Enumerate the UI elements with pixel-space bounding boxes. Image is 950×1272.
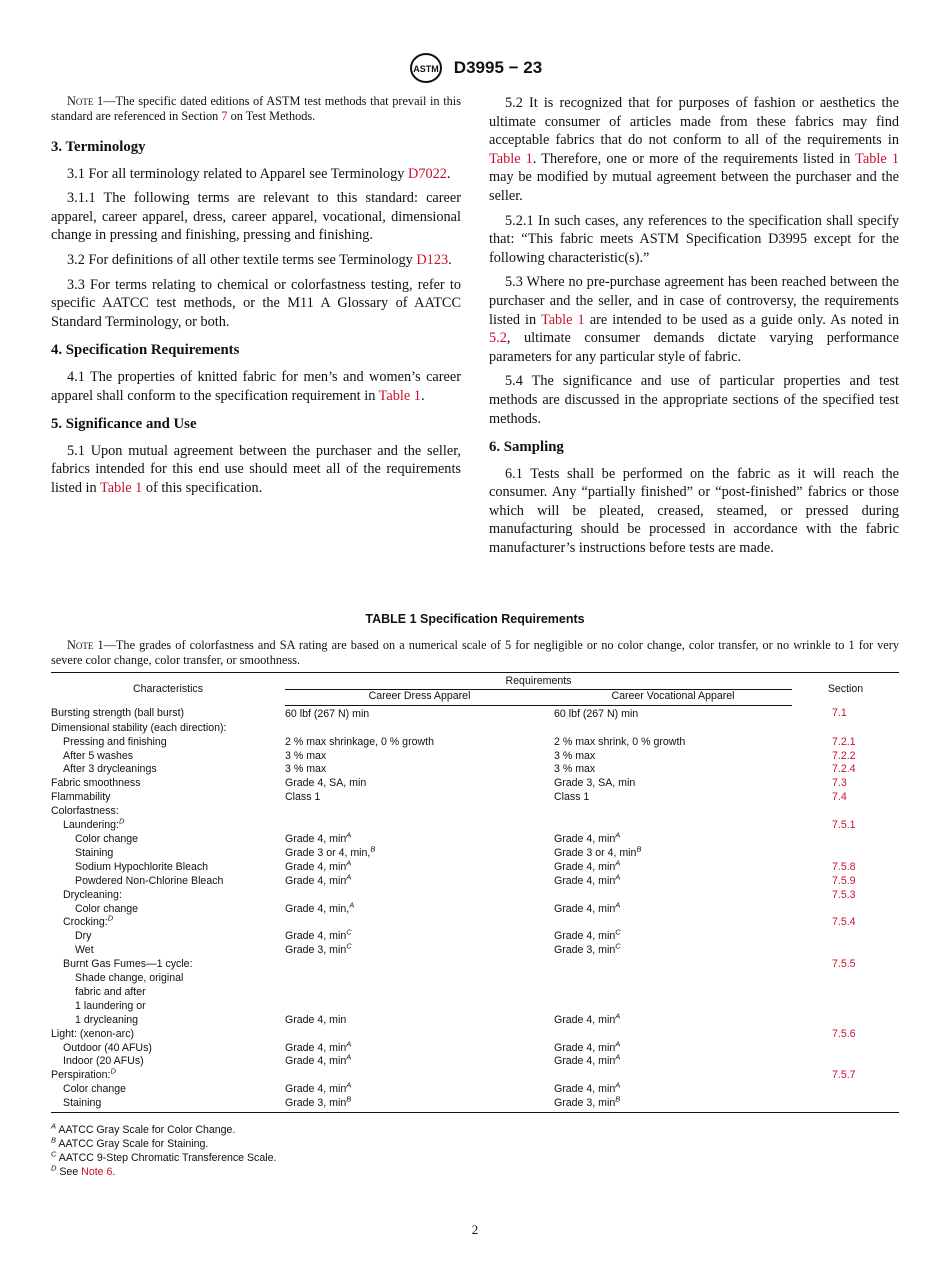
characteristic-cell: Fabric smoothness bbox=[51, 777, 141, 790]
section-ref[interactable] bbox=[792, 1042, 899, 1056]
table-row bbox=[51, 972, 899, 986]
vocational-requirement-cell bbox=[554, 819, 792, 833]
section-ref[interactable] bbox=[792, 944, 899, 958]
vocational-requirement-cell bbox=[554, 972, 792, 986]
table-row bbox=[51, 1000, 899, 1014]
footnote: $^D$ See Note 6. bbox=[51, 1163, 116, 1178]
section-4-heading: 4. Specification Requirements bbox=[51, 342, 240, 359]
dress-requirement-cell bbox=[285, 1000, 554, 1014]
table-row bbox=[51, 944, 899, 958]
vocational-requirement-cell bbox=[554, 889, 792, 903]
vocational-requirement-cell: 3 % max bbox=[554, 749, 596, 762]
dress-requirement-cell: Grade 4, $\min^C$ bbox=[285, 927, 352, 943]
dress-requirement-cell bbox=[285, 722, 554, 736]
section-5-heading: 5. Significance and Use bbox=[51, 416, 197, 433]
left-column bbox=[51, 94, 461, 504]
vocational-requirement-cell: Grade 4, $\min^A$ bbox=[554, 858, 621, 873]
section-ref[interactable]: 7.5.5 bbox=[832, 958, 856, 971]
section-ref[interactable]: 7.5.6 bbox=[832, 1027, 856, 1040]
table-row bbox=[51, 1097, 899, 1112]
note-6-link[interactable]: Note 6 bbox=[81, 1165, 113, 1178]
table-row bbox=[51, 805, 899, 819]
dress-requirement-cell: 60 lbf (267 N) min bbox=[285, 707, 370, 720]
table-row bbox=[51, 1083, 899, 1097]
section-ref[interactable] bbox=[792, 847, 899, 861]
table-row bbox=[51, 791, 899, 805]
d7022-link[interactable]: D7022 bbox=[408, 165, 447, 182]
vocational-requirement-cell bbox=[554, 805, 792, 819]
dress-requirement-cell: Grade 4, $\min^A$ bbox=[285, 1039, 352, 1054]
characteristic-cell: Burnt Gas Fumes—1 cycle: bbox=[63, 958, 193, 971]
right-column bbox=[489, 94, 899, 564]
spec-table-body bbox=[51, 705, 899, 1112]
para-4-1: 4.1 The properties of knitted fabric for men’s and women’s career apparel shall conform to the specification requirement in Table 1. bbox=[51, 368, 461, 404]
header-requirements: Requirements bbox=[285, 673, 792, 690]
section-3-heading: 3. Terminology bbox=[51, 139, 146, 155]
characteristic-cell: Drycleaning: bbox=[63, 888, 122, 901]
dress-requirement-cell: Grade 4, SA, min bbox=[285, 777, 367, 790]
table-row bbox=[51, 1014, 899, 1028]
table-note: Note 1—The grades of colorfastness and SA rating are based on a numerical scale of 5 for negligible or no color change, color transfer, or no wrinkle to 1 for very severe color change, color transfer, or smoothness. bbox=[51, 638, 899, 667]
dress-requirement-cell: Class 1 bbox=[285, 791, 321, 804]
characteristic-cell: Colorfastness: bbox=[51, 805, 119, 818]
dress-requirement-cell: Grade 4, $\min^A$ bbox=[285, 1080, 352, 1096]
section-ref[interactable]: 7.1 bbox=[832, 707, 847, 720]
section-ref[interactable]: 7.5.4 bbox=[832, 916, 856, 929]
characteristic-cell: Pressing and finishing bbox=[63, 735, 167, 748]
vocational-requirement-cell bbox=[554, 722, 792, 736]
dress-requirement-cell: Grade 4, $\min^A$ bbox=[285, 872, 352, 887]
dress-requirement-cell bbox=[285, 819, 554, 833]
dress-requirement-cell: Grade 4, $\min^A$ bbox=[285, 1052, 352, 1068]
astm-logo-icon bbox=[408, 52, 444, 84]
characteristic-cell: Dry bbox=[75, 930, 92, 943]
table-row bbox=[51, 763, 899, 777]
table-1-link[interactable]: Table 1 bbox=[855, 150, 899, 167]
vocational-requirement-cell: Grade 4, $\min^A$ bbox=[554, 1039, 621, 1054]
table-row bbox=[51, 705, 899, 721]
characteristic-cell: Staining bbox=[51, 1097, 285, 1112]
para-5-3: 5.3 Where no pre-purchase agreement has been reached between the purchaser and the seller, and in case of controversy, the requirements listed in Table 1 are intended to be used as a guide only. As noted in 5.2, ultimate consumer demands dictate varying performance parameters for any particular style of fabric. bbox=[489, 274, 899, 365]
dress-requirement-cell: Grade 3, $\min^C$ bbox=[285, 941, 352, 957]
vocational-requirement-cell: Grade 3 or 4, $\min^B$ bbox=[554, 844, 642, 859]
vocational-requirement-cell: Grade 4, $\min^A$ bbox=[554, 899, 621, 915]
table-row bbox=[51, 930, 899, 944]
table-row bbox=[51, 861, 899, 875]
characteristic-cell: fabric and after bbox=[75, 985, 146, 998]
dress-requirement-cell: Grade 4, min bbox=[285, 1013, 347, 1026]
table-row bbox=[51, 722, 899, 736]
table-row bbox=[51, 847, 899, 861]
dress-requirement-cell bbox=[285, 1069, 554, 1083]
section-6-heading: 6. Sampling bbox=[489, 439, 564, 456]
characteristic-cell: Color change bbox=[63, 1083, 127, 1096]
section-ref[interactable] bbox=[792, 833, 899, 847]
vocational-requirement-cell: Grade 3, $\min^C$ bbox=[554, 941, 621, 957]
section-ref[interactable]: 7.5.1 bbox=[832, 819, 856, 832]
vocational-requirement-cell: 60 lbf (267 N) min bbox=[554, 707, 639, 720]
dress-requirement-cell bbox=[285, 805, 554, 819]
para-5-2-1: 5.2.1 In such cases, any references to the specification shall specify that: “This fabric meets ASTM Specification D3995 except for the following characteristic(s).” bbox=[489, 212, 899, 266]
section-ref[interactable] bbox=[792, 1083, 899, 1097]
section-ref[interactable] bbox=[792, 1097, 899, 1112]
vocational-requirement-cell bbox=[554, 916, 792, 930]
vocational-requirement-cell: 3 % max bbox=[554, 763, 596, 776]
characteristic-cell: Dimensional stability (each direction): bbox=[51, 721, 227, 734]
note-1: Note 1—The specific dated editions of ASTM test methods that prevail in this standard are referenced in Section 7 on Test Methods. bbox=[51, 94, 461, 123]
section-ref[interactable]: 7.5.8 bbox=[832, 860, 856, 873]
vocational-requirement-cell: Grade 4, $\min^A$ bbox=[554, 872, 621, 887]
para-3-1: 3.1 For all terminology related to Apparel see Terminology D7022. bbox=[67, 165, 451, 182]
characteristic-cell: Perspiration:$^D$ bbox=[51, 1066, 116, 1082]
table-row bbox=[51, 819, 899, 833]
dress-requirement-cell: 3 % max bbox=[285, 763, 327, 776]
section-ref[interactable]: 7.2.1 bbox=[832, 735, 856, 748]
table-row bbox=[51, 986, 899, 1000]
para-5-1: 5.1 Upon mutual agreement between the purchaser and the seller, fabrics intended for this end use should meet all of the requirements listed in Table 1 of this specification. bbox=[51, 442, 461, 496]
characteristic-cell: Light: (xenon-arc) bbox=[51, 1027, 135, 1040]
dress-requirement-cell bbox=[285, 958, 554, 972]
section-ref[interactable] bbox=[792, 972, 899, 986]
footnote: $^C$ AATCC 9-Step Chromatic Transference Scale. bbox=[51, 1149, 277, 1164]
vocational-requirement-cell: Grade 4, $\min^A$ bbox=[554, 1011, 621, 1026]
vocational-requirement-cell: Grade 4, $\min^A$ bbox=[554, 1052, 621, 1068]
para-5-2: 5.2 It is recognized that for purposes of fashion or aesthetics the ultimate consumer of articles made from these fabrics may find acceptable fabrics that do not conform to all of the requirements in Table 1. Therefore, one or more of the requirements listed in Table 1 may be modified by mutual agreement between the purchaser and the seller. bbox=[489, 95, 899, 204]
para-3-2: 3.2 For definitions of all other textile terms see Terminology D123. bbox=[67, 251, 452, 268]
section-ref[interactable] bbox=[792, 930, 899, 944]
table-row bbox=[51, 889, 899, 903]
section-ref[interactable] bbox=[792, 722, 899, 736]
designation: D3995 − 23 bbox=[453, 58, 543, 77]
table-row bbox=[51, 903, 899, 917]
para-6-1: 6.1 Tests shall be performed on the fabric as it will reach the consumer. Any “partially finished” or “post-finished” fabrics or those which will be pleated, creased, steamed, or pressed during manufacturing should be processed in accordance with the fabric manufacturer’s instructions before tests are made. bbox=[489, 465, 899, 557]
page-header bbox=[0, 52, 950, 84]
section-ref[interactable] bbox=[792, 1000, 899, 1014]
table-row bbox=[51, 777, 899, 791]
dress-requirement-cell: 3 % max bbox=[285, 749, 327, 762]
table-row bbox=[51, 1028, 899, 1042]
table-footnotes bbox=[51, 1121, 277, 1180]
section-ref[interactable]: 7.2.2 bbox=[832, 749, 856, 762]
section-ref[interactable]: 7.3 bbox=[832, 777, 847, 790]
para-3-3: 3.3 For terms relating to chemical or colorfastness testing, refer to specific AATCC test methods, or the M11 A Glossary of AATCC Standard Terminology, or both. bbox=[51, 276, 461, 330]
section-ref[interactable] bbox=[792, 903, 899, 917]
table-row bbox=[51, 750, 899, 764]
spec-table bbox=[51, 672, 899, 1113]
characteristic-cell: Wet bbox=[75, 944, 94, 957]
vocational-requirement-cell bbox=[554, 1000, 792, 1014]
vocational-requirement-cell bbox=[554, 1069, 792, 1083]
characteristic-cell: After 3 drycleanings bbox=[63, 763, 157, 776]
table-1-link[interactable]: Table 1 bbox=[540, 311, 585, 328]
section-5-2-link[interactable]: 5.2 bbox=[489, 330, 507, 347]
characteristic-cell: Powdered Non-Chlorine Bleach bbox=[75, 874, 224, 887]
table-row bbox=[51, 916, 899, 930]
vocational-requirement-cell bbox=[554, 1028, 792, 1042]
table-title: TABLE 1 Specification Requirements bbox=[365, 612, 585, 626]
section-ref[interactable] bbox=[792, 1014, 899, 1028]
characteristic-cell: Indoor (20 AFUs) bbox=[63, 1055, 144, 1068]
section-ref[interactable]: 7.5.3 bbox=[832, 888, 856, 901]
table-row bbox=[51, 736, 899, 750]
characteristic-cell: Color change bbox=[75, 832, 139, 845]
vocational-requirement-cell bbox=[554, 958, 792, 972]
characteristic-cell: Laundering:$^D$ bbox=[63, 816, 125, 832]
d123-link[interactable]: D123 bbox=[416, 251, 449, 268]
header-characteristics: Characteristics bbox=[51, 673, 285, 706]
dress-requirement-cell: Grade 4, min,$^A$ bbox=[285, 899, 355, 915]
vocational-requirement-cell: Grade 3, $\min^B$ bbox=[554, 1097, 792, 1112]
dress-requirement-cell: 2 % max shrinkage, 0 % growth bbox=[285, 735, 434, 748]
dress-requirement-cell bbox=[285, 1028, 554, 1042]
characteristic-cell: Sodium Hypochlorite Bleach bbox=[75, 860, 209, 873]
section-ref[interactable] bbox=[792, 1055, 899, 1069]
dress-requirement-cell: Grade 3, $\min^B$ bbox=[285, 1097, 554, 1112]
characteristic-cell: Color change bbox=[75, 902, 139, 915]
characteristic-cell: After 5 washes bbox=[63, 749, 134, 762]
vocational-requirement-cell: Grade 4, $\min^C$ bbox=[554, 927, 621, 943]
section-ref[interactable]: 7.2.4 bbox=[832, 763, 856, 776]
vocational-requirement-cell: 2 % max shrink, 0 % growth bbox=[554, 735, 686, 748]
dress-requirement-cell bbox=[285, 986, 554, 1000]
vocational-requirement-cell: Grade 4, $\min^A$ bbox=[554, 830, 621, 845]
vocational-requirement-cell: Class 1 bbox=[554, 791, 590, 804]
vocational-requirement-cell: Grade 4, $\min^A$ bbox=[554, 1080, 621, 1096]
characteristic-cell: Outdoor (40 AFUs) bbox=[63, 1041, 152, 1054]
table-row bbox=[51, 1055, 899, 1069]
characteristic-cell: 1 drycleaning bbox=[75, 1013, 139, 1026]
section-7-link[interactable]: 7 bbox=[221, 109, 228, 123]
table-row bbox=[51, 1069, 899, 1083]
vocational-requirement-cell: Grade 3, SA, min bbox=[554, 777, 636, 790]
header-section: Section bbox=[792, 673, 899, 706]
table-1-link[interactable]: Table 1 bbox=[489, 150, 533, 167]
para-3-1-1: 3.1.1 The following terms are relevant to this standard: career apparel, career apparel, dress, career apparel, vocational, dimensional change in pressing and finishing, pressing and finishing. bbox=[51, 190, 461, 244]
characteristic-cell: Shade change, original bbox=[75, 972, 184, 985]
characteristic-cell: Staining bbox=[75, 846, 114, 859]
dress-requirement-cell: Grade 3 or 4, min,$^B$ bbox=[285, 844, 376, 859]
table-row bbox=[51, 833, 899, 847]
dress-requirement-cell bbox=[285, 916, 554, 930]
characteristic-cell: Crocking:$^D$ bbox=[63, 913, 114, 929]
footnote: $^B$ AATCC Gray Scale for Staining. bbox=[51, 1135, 209, 1150]
characteristic-cell: Bursting strength (ball burst) bbox=[51, 707, 185, 720]
svg-text:ASTM: ASTM bbox=[413, 64, 439, 74]
characteristic-cell: 1 laundering or bbox=[75, 999, 146, 1012]
table-row bbox=[51, 958, 899, 972]
para-5-4: 5.4 The significance and use of particular properties and test methods are discussed in the appropriate sections of the specified test methods. bbox=[489, 373, 899, 427]
header-dress: Career Dress Apparel bbox=[285, 689, 554, 705]
table-row bbox=[51, 1042, 899, 1056]
section-ref[interactable]: 7.5.7 bbox=[832, 1069, 856, 1082]
dress-requirement-cell bbox=[285, 889, 554, 903]
section-ref[interactable] bbox=[792, 805, 899, 819]
section-ref[interactable] bbox=[792, 986, 899, 1000]
table-row bbox=[51, 875, 899, 889]
dress-requirement-cell: Grade 4, $\min^A$ bbox=[285, 858, 352, 873]
vocational-requirement-cell bbox=[554, 986, 792, 1000]
dress-requirement-cell: Grade 4, $\min^A$ bbox=[285, 830, 352, 845]
characteristic-cell: Flammability bbox=[51, 791, 111, 804]
footnote: $^A$ AATCC Gray Scale for Color Change. bbox=[51, 1121, 236, 1136]
table-1-link[interactable]: Table 1 bbox=[378, 387, 421, 404]
section-ref[interactable]: 7.5.9 bbox=[832, 874, 856, 887]
page-number: 2 bbox=[471, 1222, 479, 1237]
table-1-link[interactable]: Table 1 bbox=[100, 479, 143, 496]
dress-requirement-cell bbox=[285, 972, 554, 986]
section-ref[interactable]: 7.4 bbox=[832, 791, 847, 804]
header-vocational: Career Vocational Apparel bbox=[554, 689, 792, 705]
